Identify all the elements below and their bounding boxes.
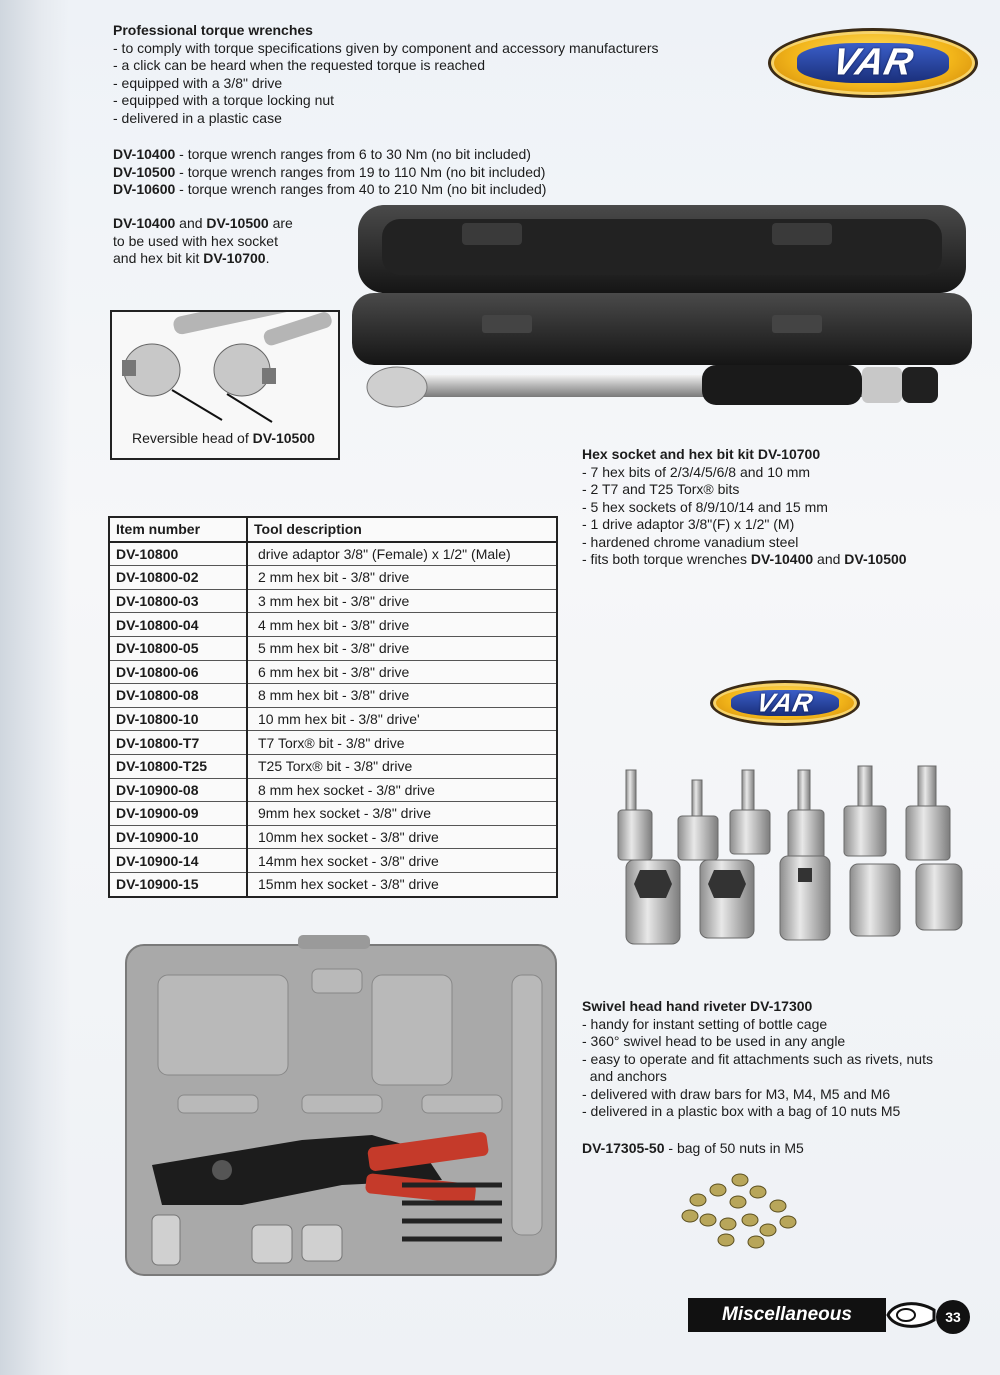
compat-line-3-text: and hex bit kit xyxy=(113,250,204,266)
reversible-head-inset xyxy=(110,310,340,460)
model-line xyxy=(113,164,546,182)
compat-are: are xyxy=(268,215,293,231)
tool-description: 6 mm hex bit - 3/8" drive xyxy=(247,660,557,684)
tool-description: 10 mm hex bit - 3/8" drive' xyxy=(247,707,557,731)
table-row xyxy=(109,636,557,660)
hexkit-item-3: - 5 hex sockets of 8/9/10/14 and 15 mm xyxy=(582,498,828,515)
torque-feature-5: - delivered in a plastic case xyxy=(113,109,282,126)
inset-caption xyxy=(132,430,315,446)
compat-and: and xyxy=(175,215,207,231)
table-header-row xyxy=(109,517,557,542)
binding-edge-shadow xyxy=(0,0,70,1375)
item-number: DV-10900-14 xyxy=(109,849,247,873)
item-number: DV-10900-09 xyxy=(109,802,247,826)
compat-code-2: DV-10500 xyxy=(206,215,269,231)
table-row xyxy=(109,660,557,684)
model-code: DV-10400 xyxy=(113,146,176,162)
item-number: DV-10800-08 xyxy=(109,684,247,708)
torque-feature-4: - equipped with a torque locking nut xyxy=(113,92,335,108)
nuts-code: DV-17305-50 xyxy=(582,1140,665,1156)
tool-description: drive adaptor 3/8" (Female) x 1/2" (Male) xyxy=(247,542,557,566)
tool-description: 14mm hex socket - 3/8" drive xyxy=(247,849,557,873)
table-row xyxy=(109,589,557,613)
compat-line-3 xyxy=(113,250,293,268)
rivet-nuts-image xyxy=(668,1160,808,1255)
tool-table xyxy=(108,516,558,898)
compat-line-2: to be used with hex socket xyxy=(113,232,278,249)
table-row xyxy=(109,542,557,566)
model-desc: - torque wrench ranges from 40 to 210 Nm (no bit included) xyxy=(175,181,547,197)
compat-code-1: DV-10400 xyxy=(113,215,176,231)
logo-text: VAR xyxy=(753,687,817,718)
var-logo xyxy=(768,28,978,98)
tool-description: 8 mm hex socket - 3/8" drive xyxy=(247,778,557,802)
torque-feature-2: - a click can be heard when the requested torque is reached xyxy=(113,57,486,73)
hexkit-item-6-text: - fits both torque wrenches xyxy=(582,551,751,567)
tool-description: 4 mm hex bit - 3/8" drive xyxy=(247,613,557,637)
model-line xyxy=(113,181,546,199)
reversible-head-image xyxy=(112,312,334,424)
nuts-desc: - bag of 50 nuts in M5 xyxy=(664,1140,804,1156)
tool-description: T7 Torx® bit - 3/8" drive xyxy=(247,731,557,755)
hexkit-item-1: - 7 hex bits of 2/3/4/5/6/8 and 10 mm xyxy=(582,463,811,480)
section-tab: Miscellaneous xyxy=(688,1298,886,1332)
item-number: DV-10800-T25 xyxy=(109,754,247,778)
torque-wrench-case-image xyxy=(352,205,972,430)
table-row xyxy=(109,825,557,849)
item-number: DV-10800 xyxy=(109,542,247,566)
model-desc: - torque wrench ranges from 19 to 110 Nm (no bit included) xyxy=(175,163,546,180)
table-row xyxy=(109,684,557,708)
wrench-icon xyxy=(884,1296,940,1334)
hexkit-heading: Hex socket and hex bit kit DV-10700 xyxy=(582,446,821,462)
table-row xyxy=(109,754,557,778)
hexkit-item-4: - 1 drive adaptor 3/8"(F) x 1/2" (M) xyxy=(582,516,795,532)
model-code: DV-10500 xyxy=(113,163,176,180)
table-row xyxy=(109,613,557,637)
hexkit-item-2: - 2 T7 and T25 Torx® bits xyxy=(582,481,740,497)
torque-models xyxy=(113,146,546,199)
torque-feature-1: - to comply with torque specifications given by component and accessory manufacturers xyxy=(113,39,659,56)
torque-feature-3: - equipped with a 3/8" drive xyxy=(113,74,283,91)
table-row xyxy=(109,707,557,731)
inset-caption-code: DV-10500 xyxy=(252,430,315,446)
model-code: DV-10600 xyxy=(113,181,176,197)
hexkit-item-6 xyxy=(582,551,907,569)
tool-description: 10mm hex socket - 3/8" drive xyxy=(247,825,557,849)
compat-line-1 xyxy=(113,215,293,233)
tool-description: 8 mm hex bit - 3/8" drive xyxy=(247,684,557,708)
tool-description: 2 mm hex bit - 3/8" drive xyxy=(247,566,557,590)
hex-socket-kit-image xyxy=(612,740,972,955)
riveter-item-3-cont: and anchors xyxy=(582,1068,667,1084)
var-logo-small xyxy=(710,680,860,726)
tool-description: T25 Torx® bit - 3/8" drive xyxy=(247,754,557,778)
hexkit-code-2: DV-10500 xyxy=(844,551,907,567)
item-number: DV-10800-06 xyxy=(109,660,247,684)
hexkit-and: and xyxy=(813,551,845,567)
header-tool-description: Tool description xyxy=(247,517,557,542)
tool-description: 9mm hex socket - 3/8" drive xyxy=(247,802,557,826)
item-number: DV-10900-08 xyxy=(109,778,247,802)
hexkit-item-5: - hardened chrome vanadium steel xyxy=(582,533,799,550)
table-row xyxy=(109,872,557,896)
torque-heading: Professional torque wrenches xyxy=(113,22,313,38)
header-item-number: Item number xyxy=(109,517,247,542)
table-row xyxy=(109,778,557,802)
tool-description: 5 mm hex bit - 3/8" drive xyxy=(247,636,557,660)
item-number: DV-10800-04 xyxy=(109,613,247,637)
logo-text: VAR xyxy=(828,41,918,84)
item-number: DV-10800-02 xyxy=(109,566,247,590)
table-row xyxy=(109,731,557,755)
nuts-line xyxy=(582,1140,804,1158)
riveter-case-image xyxy=(122,935,562,1280)
riveter-section xyxy=(582,998,933,1121)
riveter-heading: Swivel head hand riveter DV-17300 xyxy=(582,998,813,1014)
riveter-item-3: - easy to operate and fit attachments such as rivets, nuts xyxy=(582,1050,933,1067)
item-number: DV-10900-10 xyxy=(109,825,247,849)
table-row xyxy=(109,802,557,826)
compat-period: . xyxy=(265,250,270,266)
hexkit-section xyxy=(582,446,907,569)
item-number: DV-10800-10 xyxy=(109,707,247,731)
tool-description: 15mm hex socket - 3/8" drive xyxy=(247,872,557,896)
tool-description: 3 mm hex bit - 3/8" drive xyxy=(247,589,557,613)
riveter-item-1: - handy for instant setting of bottle cage xyxy=(582,1015,828,1032)
compat-code-3: DV-10700 xyxy=(203,250,266,266)
riveter-item-5: - delivered in a plastic box with a bag of 10 nuts M5 xyxy=(582,1103,901,1119)
item-number: DV-10800-05 xyxy=(109,636,247,660)
item-number: DV-10900-15 xyxy=(109,872,247,896)
riveter-item-2: - 360° swivel head to be used in any angle xyxy=(582,1033,846,1049)
compat-note xyxy=(113,215,293,268)
torque-section xyxy=(113,22,659,127)
inset-caption-text: Reversible head of xyxy=(132,430,253,446)
riveter-item-4: - delivered with draw bars for M3, M4, M5 and M6 xyxy=(582,1085,891,1102)
item-number: DV-10800-T7 xyxy=(109,731,247,755)
hexkit-code-1: DV-10400 xyxy=(750,551,814,567)
model-desc: - torque wrench ranges from 6 to 30 Nm (no bit included) xyxy=(175,146,531,162)
page-number: 33 xyxy=(936,1300,970,1334)
table-row xyxy=(109,849,557,873)
model-line xyxy=(113,146,546,164)
item-number: DV-10800-03 xyxy=(109,589,247,613)
table-row xyxy=(109,566,557,590)
